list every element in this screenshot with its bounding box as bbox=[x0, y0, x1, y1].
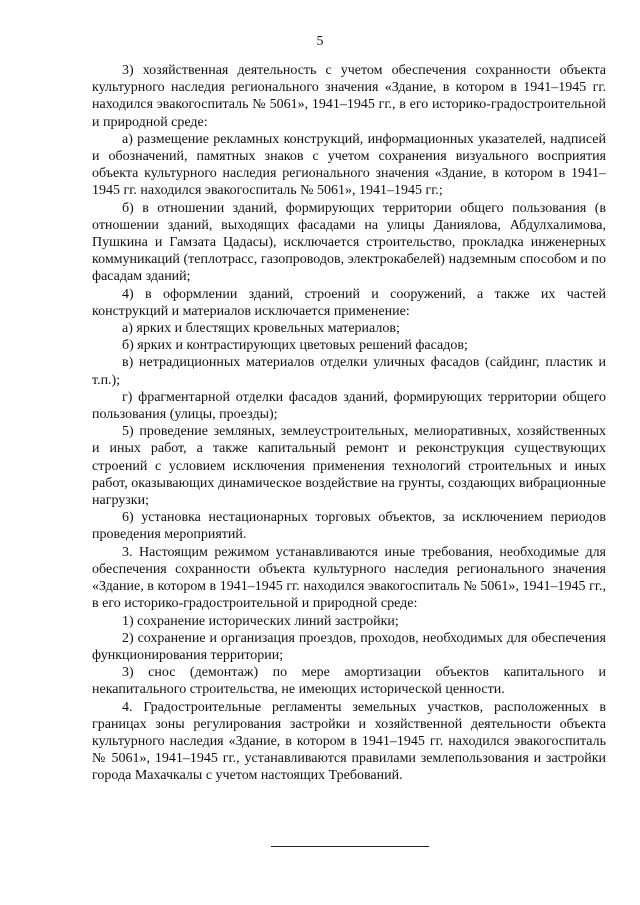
paragraph-3-economic-activity: 3) хозяйственная деятельность с учетом обеспечения сохранности объекта культурного наследия регионального значения «Здание, в котором в 1941–1945 гг. находился эвакогоспиталь № 5061», 1941–1945 гг., в его историко-градостроительной и природной среде: bbox=[92, 63, 606, 130]
paragraph-5-earthworks: 5) проведение земляных, землеустроительных, мелиоративных, хозяйственных и иных работ, а также капитальный ремонт и реконструкция существующих строений с условием исключения применения технологий строительных и иных работ, оказывающих динамическое воздействие на грунты, создающих вибрационные нагрузки; bbox=[92, 424, 606, 509]
section-3-item-3: 3) снос (демонтаж) по мере амортизации объектов капитального и некапитального строительства, не имеющих исторической ценности. bbox=[92, 665, 606, 698]
section-3-other-requirements: 3. Настоящим режимом устанавливаются иные требования, необходимые для обеспечения сохранности объекта культурного наследия регионального значения «Здание, в котором в 1941–1945 гг. находился эвакогоспиталь № 5061», 1941–1945 гг., в его историко-градостроительной и природной среде: bbox=[92, 544, 606, 612]
paragraph-4g-fragmentary-finish: г) фрагментарной отделки фасадов зданий, формирующих территории общего пользования (улицы, проезды); bbox=[92, 389, 606, 423]
section-4-urban-regulations: 4. Градостроительные регламенты земельных участков, расположенных в границах зоны регулирования застройки и хозяйственной деятельности объекта культурного наследия «Здание, в котором в 1941–1945 гг. находился эвакогоспиталь № 5061», 1941–1945 гг., устанавливаются правилами землепользования и застройки города Махачкалы с учетом настоящих Требований. bbox=[92, 699, 606, 784]
paragraph-4-building-finishes: 4) в оформлении зданий, строений и сооружений, а также их частей конструкций и материалов исключается применение: bbox=[92, 286, 606, 319]
paragraph-6-kiosks: 6) установка нестационарных торговых объектов, за исключением периодов проведения мероприятий. bbox=[92, 510, 606, 543]
paragraph-3a-advertising: а) размещение рекламных конструкций, информационных указателей, надписей и обозначений, памятных знаков с учетом сохранения визуального восприятия объекта культурного наследия регионального значения «Здание, в котором в 1941–1945 гг. находился эвакогоспиталь № 5061», 1941–1945 гг.; bbox=[92, 131, 606, 199]
section-3-item-2: 2) сохранение и организация проездов, проходов, необходимых для обеспечения функционирования территории; bbox=[92, 630, 606, 663]
paragraph-4b-facade-colors: б) ярких и контрастирующих цветовых решений фасадов; bbox=[122, 338, 468, 354]
paragraph-3b-public-areas: б) в отношении зданий, формирующих территории общего пользования (в отношении зданий, выходящих фасадами на улицы Даниялова, Абдулхалимова, Пушкина и Гамзата Цадасы), исключается строительство, прокладка инженерных коммуникаций (теплотрасс, газопроводов, электрокабелей) надземным способом и по фасадам зданий; bbox=[92, 200, 606, 285]
page-number: 5 bbox=[316, 34, 324, 49]
document-body bbox=[92, 62, 606, 785]
section-3-item-1: 1) сохранение исторических линий застройки; bbox=[122, 613, 399, 629]
end-rule bbox=[271, 846, 429, 847]
paragraph-4v-siding: в) нетрадиционных материалов отделки уличных фасадов (сайдинг, пластик и т.п.); bbox=[92, 355, 606, 388]
paragraph-4a-roofing: а) ярких и блестящих кровельных материалов; bbox=[122, 321, 400, 337]
